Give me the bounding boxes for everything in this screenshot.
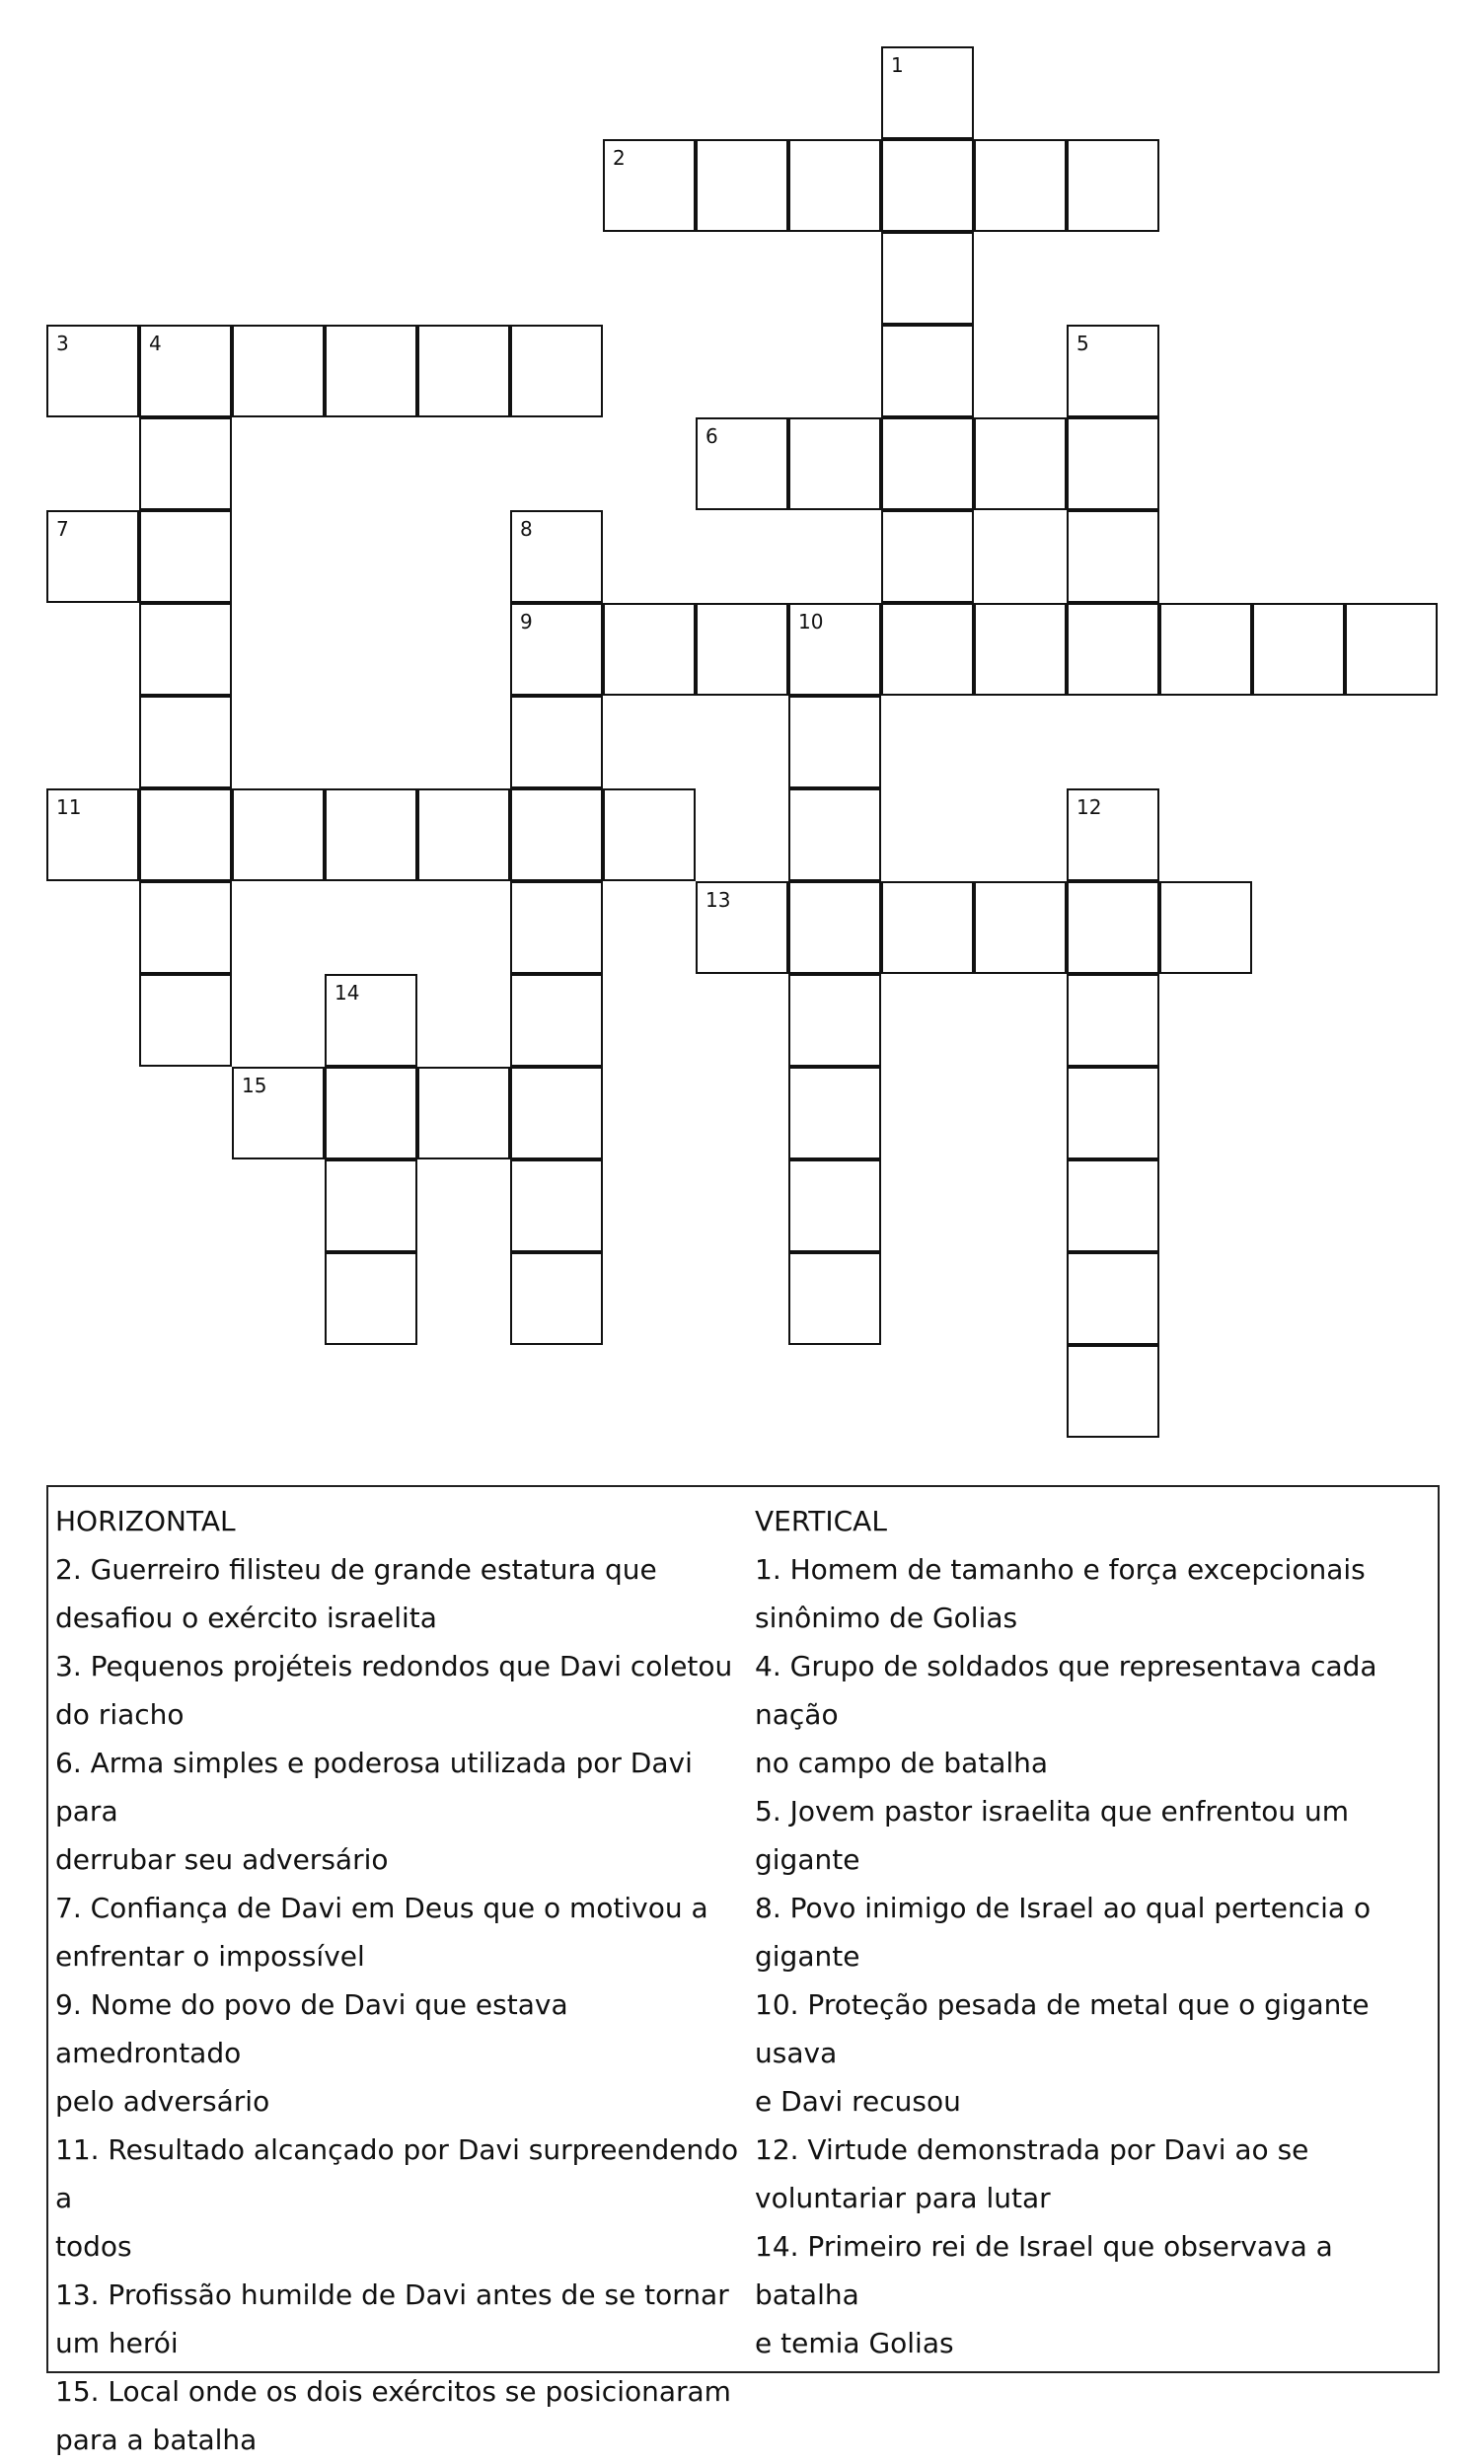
crossword-cell[interactable] xyxy=(46,788,139,881)
vertical-clue-line: no campo de batalha xyxy=(755,1747,1049,1779)
crossword-cell[interactable] xyxy=(1159,881,1252,974)
horizontal-clues-column xyxy=(55,1497,746,2464)
horizontal-clue-line: para a batalha xyxy=(55,2424,258,2456)
crossword-cell[interactable] xyxy=(1252,603,1345,696)
vertical-heading: VERTICAL xyxy=(755,1505,887,1537)
crossword-cell[interactable] xyxy=(788,139,881,232)
crossword-cell[interactable] xyxy=(510,603,603,696)
crossword-cell[interactable] xyxy=(603,788,696,881)
crossword-cell[interactable] xyxy=(510,788,603,881)
clue-number: 8 xyxy=(520,517,533,541)
crossword-cell[interactable] xyxy=(139,325,232,417)
vertical-clue-line: 1. Homem de tamanho e força excepcionais xyxy=(755,1553,1366,1586)
horizontal-clue-line: do riacho xyxy=(55,1698,185,1731)
crossword-cell[interactable] xyxy=(325,325,417,417)
crossword-cell[interactable] xyxy=(974,417,1067,510)
clue-number: 2 xyxy=(613,146,626,170)
crossword-cell[interactable] xyxy=(139,417,232,510)
clue-number: 10 xyxy=(798,610,824,634)
crossword-cell[interactable] xyxy=(881,881,974,974)
vertical-clue-line: e Davi recusou xyxy=(755,2085,961,2118)
crossword-cell[interactable] xyxy=(510,1067,603,1159)
horizontal-clue-line: desafiou o exército israelita xyxy=(55,1602,437,1634)
crossword-cell[interactable] xyxy=(788,696,881,788)
crossword-cell[interactable] xyxy=(510,510,603,603)
clue-number: 13 xyxy=(705,888,731,912)
horizontal-clue-line: derrubar seu adversário xyxy=(55,1843,389,1876)
vertical-clue-line: voluntariar para lutar xyxy=(755,2182,1051,2214)
horizontal-clue-line: um herói xyxy=(55,2327,179,2359)
crossword-cell[interactable] xyxy=(696,417,788,510)
crossword-cell[interactable] xyxy=(696,139,788,232)
clue-number: 5 xyxy=(1076,332,1089,355)
clue-number: 12 xyxy=(1076,795,1102,819)
clues-box xyxy=(46,1485,1440,2456)
crossword-cell[interactable] xyxy=(139,974,232,1067)
crossword-cell[interactable] xyxy=(139,603,232,696)
vertical-clue-line: sinônimo de Golias xyxy=(755,1602,1018,1634)
crossword-cell[interactable] xyxy=(510,974,603,1067)
crossword-cell[interactable] xyxy=(881,232,974,325)
crossword-cell[interactable] xyxy=(1067,974,1159,1067)
crossword-cell[interactable] xyxy=(696,881,788,974)
crossword-cell[interactable] xyxy=(788,974,881,1067)
crossword-cell[interactable] xyxy=(417,1067,510,1159)
crossword-cell[interactable] xyxy=(788,788,881,881)
horizontal-clue-line: pelo adversário xyxy=(55,2085,270,2118)
vertical-clue-list xyxy=(755,1545,1446,2367)
crossword-cell[interactable] xyxy=(881,510,974,603)
crossword-cell[interactable] xyxy=(788,1159,881,1252)
crossword-cell[interactable] xyxy=(139,881,232,974)
horizontal-clue-line: enfrentar o impossível xyxy=(55,1940,365,1973)
crossword-cell[interactable] xyxy=(46,510,139,603)
crossword-cell[interactable] xyxy=(974,603,1067,696)
crossword-cell[interactable] xyxy=(881,417,974,510)
crossword-cell[interactable] xyxy=(603,603,696,696)
vertical-clue-line: 14. Primeiro rei de Israel que observava a batalha xyxy=(755,2230,1333,2311)
crossword-cell[interactable] xyxy=(510,1159,603,1252)
clue-number: 15 xyxy=(242,1074,267,1097)
crossword-cell[interactable] xyxy=(139,510,232,603)
crossword-cell[interactable] xyxy=(1067,881,1159,974)
crossword-cell[interactable] xyxy=(510,1252,603,1345)
crossword-cell[interactable] xyxy=(788,881,881,974)
crossword-cell[interactable] xyxy=(788,417,881,510)
crossword-cell[interactable] xyxy=(881,139,974,232)
crossword-cell[interactable] xyxy=(510,325,603,417)
crossword-cell[interactable] xyxy=(1067,417,1159,510)
clue-number: 9 xyxy=(520,610,533,634)
crossword-cell[interactable] xyxy=(881,46,974,139)
crossword-cell[interactable] xyxy=(139,788,232,881)
crossword-cell[interactable] xyxy=(46,325,139,417)
crossword-cell[interactable] xyxy=(1345,603,1438,696)
vertical-clue-line: 4. Grupo de soldados que representava cada nação xyxy=(755,1650,1377,1731)
crossword-cell[interactable] xyxy=(417,325,510,417)
crossword-cell[interactable] xyxy=(325,974,417,1067)
crossword-cell[interactable] xyxy=(974,881,1067,974)
crossword-cell[interactable] xyxy=(1067,1067,1159,1159)
crossword-cell[interactable] xyxy=(603,139,696,232)
crossword-cell[interactable] xyxy=(1067,1345,1159,1438)
crossword-cell[interactable] xyxy=(1067,510,1159,603)
vertical-clue-line: 8. Povo inimigo de Israel ao qual pertencia o xyxy=(755,1892,1372,1924)
horizontal-clue-line: todos xyxy=(55,2230,132,2263)
vertical-clue-line: e temia Golias xyxy=(755,2327,954,2359)
crossword-cell[interactable] xyxy=(696,603,788,696)
crossword-cell[interactable] xyxy=(788,1252,881,1345)
horizontal-clue-line: 7. Confiança de Davi em Deus que o motivou a xyxy=(55,1892,708,1924)
horizontal-clue-list xyxy=(55,1545,746,2464)
crossword-cell[interactable] xyxy=(1067,788,1159,881)
crossword-cell[interactable] xyxy=(232,788,325,881)
crossword-cell[interactable] xyxy=(881,603,974,696)
crossword-cell[interactable] xyxy=(417,788,510,881)
crossword-cell[interactable] xyxy=(1067,603,1159,696)
horizontal-clue-line: 13. Profissão humilde de Davi antes de se tornar xyxy=(55,2278,729,2311)
clue-number: 4 xyxy=(149,332,162,355)
horizontal-clue-line: 2. Guerreiro filisteu de grande estatura que xyxy=(55,1553,657,1586)
horizontal-clue-line: 11. Resultado alcançado por Davi surpreendendo a xyxy=(55,2133,739,2214)
clue-number: 3 xyxy=(56,332,69,355)
clue-number: 7 xyxy=(56,517,69,541)
crossword-cell[interactable] xyxy=(510,696,603,788)
crossword-cell[interactable] xyxy=(325,1252,417,1345)
vertical-clue-line: gigante xyxy=(755,1940,860,1973)
clue-number: 14 xyxy=(334,981,360,1005)
crossword-cell[interactable] xyxy=(1067,139,1159,232)
crossword-cell[interactable] xyxy=(232,1067,325,1159)
horizontal-clue-line: 6. Arma simples e poderosa utilizada por Davi para xyxy=(55,1747,693,1828)
crossword-cell[interactable] xyxy=(788,603,881,696)
clue-number: 1 xyxy=(891,53,904,77)
horizontal-clue-line: 3. Pequenos projéteis redondos que Davi coletou xyxy=(55,1650,733,1682)
crossword-cell[interactable] xyxy=(1067,1159,1159,1252)
crossword-cell[interactable] xyxy=(881,325,974,417)
vertical-clues-column xyxy=(755,1497,1446,2367)
crossword-cell[interactable] xyxy=(510,881,603,974)
crossword-cell[interactable] xyxy=(1067,1252,1159,1345)
horizontal-heading: HORIZONTAL xyxy=(55,1505,236,1537)
crossword-cell[interactable] xyxy=(325,1067,417,1159)
vertical-clue-line: 10. Proteção pesada de metal que o gigante usava xyxy=(755,1988,1370,2069)
crossword-cell[interactable] xyxy=(1067,325,1159,417)
crossword-cell[interactable] xyxy=(325,788,417,881)
vertical-clue-line: 5. Jovem pastor israelita que enfrentou um gigante xyxy=(755,1795,1349,1876)
clue-number: 6 xyxy=(705,424,718,448)
vertical-clue-line: 12. Virtude demonstrada por Davi ao se xyxy=(755,2133,1309,2166)
crossword-cell[interactable] xyxy=(325,1159,417,1252)
crossword-cell[interactable] xyxy=(1159,603,1252,696)
horizontal-clue-line: 15. Local onde os dois exércitos se posicionaram xyxy=(55,2375,731,2408)
crossword-cell[interactable] xyxy=(232,325,325,417)
crossword-cell[interactable] xyxy=(139,696,232,788)
crossword-cell[interactable] xyxy=(974,139,1067,232)
crossword-cell[interactable] xyxy=(788,1067,881,1159)
clue-number: 11 xyxy=(56,795,82,819)
horizontal-clue-line: 9. Nome do povo de Davi que estava amedrontado xyxy=(55,1988,568,2069)
